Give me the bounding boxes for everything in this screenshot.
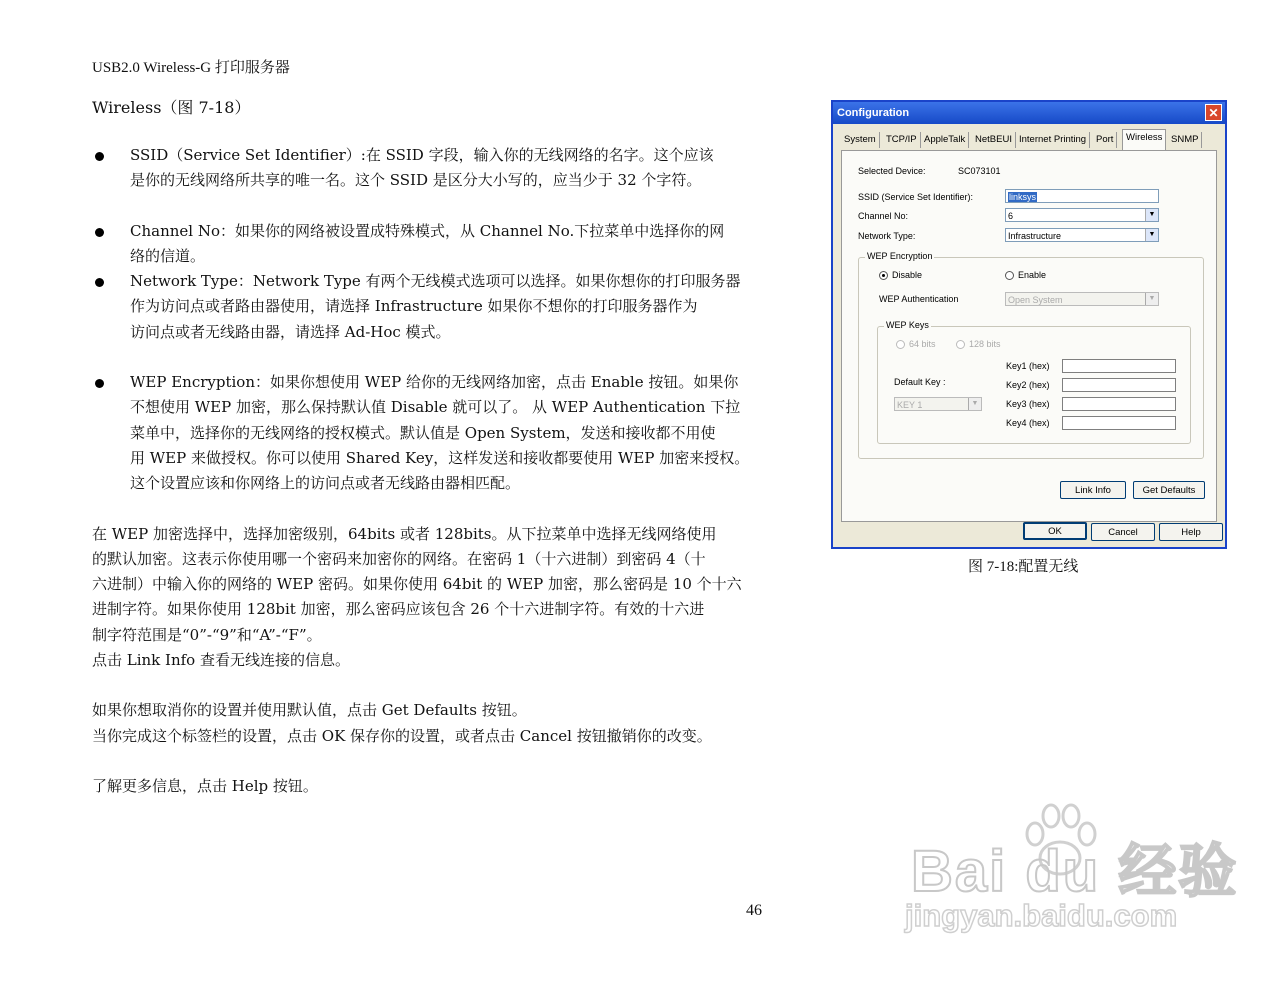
radio-icon [896, 340, 905, 349]
dialog-title: Configuration [837, 107, 910, 119]
bullet-line: WEP Encryption：如果你想使用 WEP 给你的无线网络加密，点击 Enable 按钮。如果你 [130, 373, 739, 392]
link-info-button[interactable]: Link Info [1060, 481, 1126, 499]
bullet-channel [92, 219, 782, 270]
dialog-title-bar [833, 102, 1225, 124]
bullet-line: SSID（Service Set Identifier）:在 SSID 字段，输入你的无线网络的名字。这个应该 [130, 146, 714, 164]
figure-caption: 图 7-18:配置无线 [968, 559, 1079, 575]
selected-device-value: SC073101 [958, 166, 1001, 176]
section-title: Wireless（图 7-18） [92, 98, 251, 117]
selected-device-label: Selected Device: [858, 166, 926, 176]
chevron-down-icon: ▼ [1145, 293, 1158, 305]
bits128-radio[interactable] [956, 339, 1001, 349]
para-line: 点击 Link Info 查看无线连接的信息。 [92, 651, 350, 670]
bits64-label: 64 bits [909, 339, 936, 349]
bullet-network-type [92, 269, 782, 345]
tab-system[interactable]: System [841, 132, 880, 148]
para-line: 六进制）中输入你的网络的 WEP 密码。如果你使用 64bit 的 WEP 加密，那么密码是 10 个十六 [92, 575, 742, 594]
body-text [92, 143, 782, 799]
para-line: 的默认加密。这表示你使用哪一个密码来加密你的网络。在密码 1（十六进制）到密码 4（十 [92, 549, 706, 568]
key1-label: Key1 (hex) [1006, 361, 1050, 371]
ssid-label: SSID (Service Set Identifier): [858, 192, 974, 202]
key3-label: Key3 (hex) [1006, 399, 1050, 409]
tab-internet-printing[interactable]: Internet Printing [1016, 132, 1090, 148]
bullet-line: Channel No：如果你的网络被设置成特殊模式，从 Channel No.下拉菜单中选择你的网 [130, 221, 725, 240]
para-line: 当你完成这个标签栏的设置，点击 OK 保存你的设置，或者点击 Cancel 按钮撤销你的改变。 [92, 726, 712, 745]
default-key-label: Default Key : [894, 377, 946, 387]
wep-keys-group [877, 320, 1191, 444]
tab-wireless[interactable]: Wireless [1122, 129, 1166, 150]
chevron-down-icon: ▼ [1145, 209, 1158, 221]
bullet-dot [95, 228, 104, 237]
wep-encryption-label: WEP Encryption [867, 251, 933, 261]
para-line: 进制字符。如果你使用 128bit 加密，那么密码应该包含 26 个十六进制字符。有效的十六进 [92, 600, 705, 619]
disable-radio[interactable] [879, 270, 922, 280]
channel-value: 6 [1008, 211, 1014, 221]
key3-input[interactable] [1062, 397, 1176, 411]
paragraph-wep-level [92, 522, 782, 674]
configuration-dialog [831, 100, 1227, 549]
paragraph-defaults [92, 698, 782, 749]
bullet-line: 这个设置应该和你网络上的访问点或者无线路由器相匹配。 [130, 474, 521, 493]
bits128-label: 128 bits [969, 339, 1001, 349]
channel-label: Channel No: [858, 211, 909, 221]
key1-input[interactable] [1062, 359, 1176, 373]
ssid-input[interactable] [1005, 189, 1159, 203]
bullet-ssid [92, 143, 782, 194]
get-defaults-button[interactable]: Get Defaults [1133, 481, 1205, 499]
ok-button[interactable]: OK [1023, 522, 1087, 540]
bullet-line: 作为访问点或者路由器使用，请选择 Infrastructure 如果你不想你的打印服务器作为 [130, 297, 698, 316]
disable-label: Disable [892, 270, 923, 280]
ssid-value: linksys [1009, 192, 1037, 202]
para-line: 制字符范围是“0”-“9”和“A”-“F”。 [92, 625, 322, 644]
wep-keys-label: WEP Keys [886, 320, 929, 330]
page-header: USB2.0 Wireless-G 打印服务器 [92, 60, 290, 76]
bullet-line: Network Type：Network Type 有两个无线模式选项可以选择。如果你想你的打印服务器 [130, 272, 741, 291]
tab-tcpip[interactable]: TCP/IP [883, 132, 921, 148]
enable-radio[interactable] [1005, 270, 1046, 280]
radio-icon [956, 340, 965, 349]
channel-select[interactable] [1005, 208, 1159, 222]
bullet-line: 是你的无线网络所共享的唯一名。这个 SSID 是区分大小写的，应当少于 32 个字符。 [130, 171, 702, 190]
key4-label: Key4 (hex) [1006, 418, 1050, 428]
tab-port[interactable]: Port [1093, 132, 1117, 148]
paragraph-help: 了解更多信息，点击 Help 按钮。 [92, 776, 318, 795]
tab-netbeui[interactable]: NetBEUI [972, 132, 1016, 148]
chevron-down-icon: ▼ [968, 398, 981, 410]
watermark-logo-text: Bai du 经验 [911, 839, 1239, 904]
bits64-radio[interactable] [896, 339, 936, 349]
enable-label: Enable [1018, 270, 1047, 280]
help-button[interactable]: Help [1159, 523, 1223, 541]
bullet-line: 不想使用 WEP 加密，那么保持默认值 Disable 就可以了。 从 WEP Authentication 下拉 [130, 398, 741, 417]
page-number: 46 [746, 902, 762, 919]
bullet-line: 用 WEP 来做授权。你可以使用 Shared Key，这样发送和接收都要使用 WEP 加密来授权。 [130, 448, 750, 467]
watermark-url: jingyan.baidu.com [905, 898, 1178, 933]
key4-input[interactable] [1062, 416, 1176, 430]
key2-label: Key2 (hex) [1006, 380, 1050, 390]
bullet-line: 络的信道。 [130, 246, 206, 265]
para-line: 如果你想取消你的设置并使用默认值，点击 Get Defaults 按钮。 [92, 701, 527, 720]
chevron-down-icon: ▼ [1145, 229, 1158, 241]
wireless-panel [841, 150, 1217, 522]
wep-auth-select[interactable] [1005, 292, 1159, 306]
close-icon[interactable]: ✕ [1205, 104, 1222, 121]
bullet-dot [95, 379, 104, 388]
baidu-watermark [905, 800, 1239, 940]
radio-icon [1005, 271, 1014, 280]
wep-encryption-group [858, 251, 1204, 459]
default-key-value: KEY 1 [897, 400, 923, 410]
bullet-wep [92, 370, 782, 496]
key2-input[interactable] [1062, 378, 1176, 392]
bullet-dot [95, 152, 104, 161]
network-type-label: Network Type: [858, 231, 916, 241]
wep-auth-label: WEP Authentication [879, 294, 959, 304]
cancel-button[interactable]: Cancel [1091, 523, 1155, 541]
network-type-value: Infrastructure [1008, 231, 1062, 241]
tab-snmp[interactable]: SNMP [1168, 132, 1202, 148]
network-type-select[interactable] [1005, 228, 1159, 242]
wep-auth-value: Open System [1008, 295, 1063, 305]
radio-selected-icon [879, 271, 888, 280]
bullet-line: 菜单中，选择你的无线网络的授权模式。默认值是 Open System，发送和接收都不用使 [130, 423, 716, 442]
bullet-line: 访问点或者无线路由器，请选择 Ad-Hoc 模式。 [130, 322, 451, 341]
default-key-select[interactable] [894, 397, 982, 411]
bullet-dot [95, 278, 104, 287]
para-line: 在 WEP 加密选择中，选择加密级别，64bits 或者 128bits。从下拉菜单中选择无线网络使用 [92, 524, 717, 543]
tab-appletalk[interactable]: AppleTalk [921, 132, 969, 148]
